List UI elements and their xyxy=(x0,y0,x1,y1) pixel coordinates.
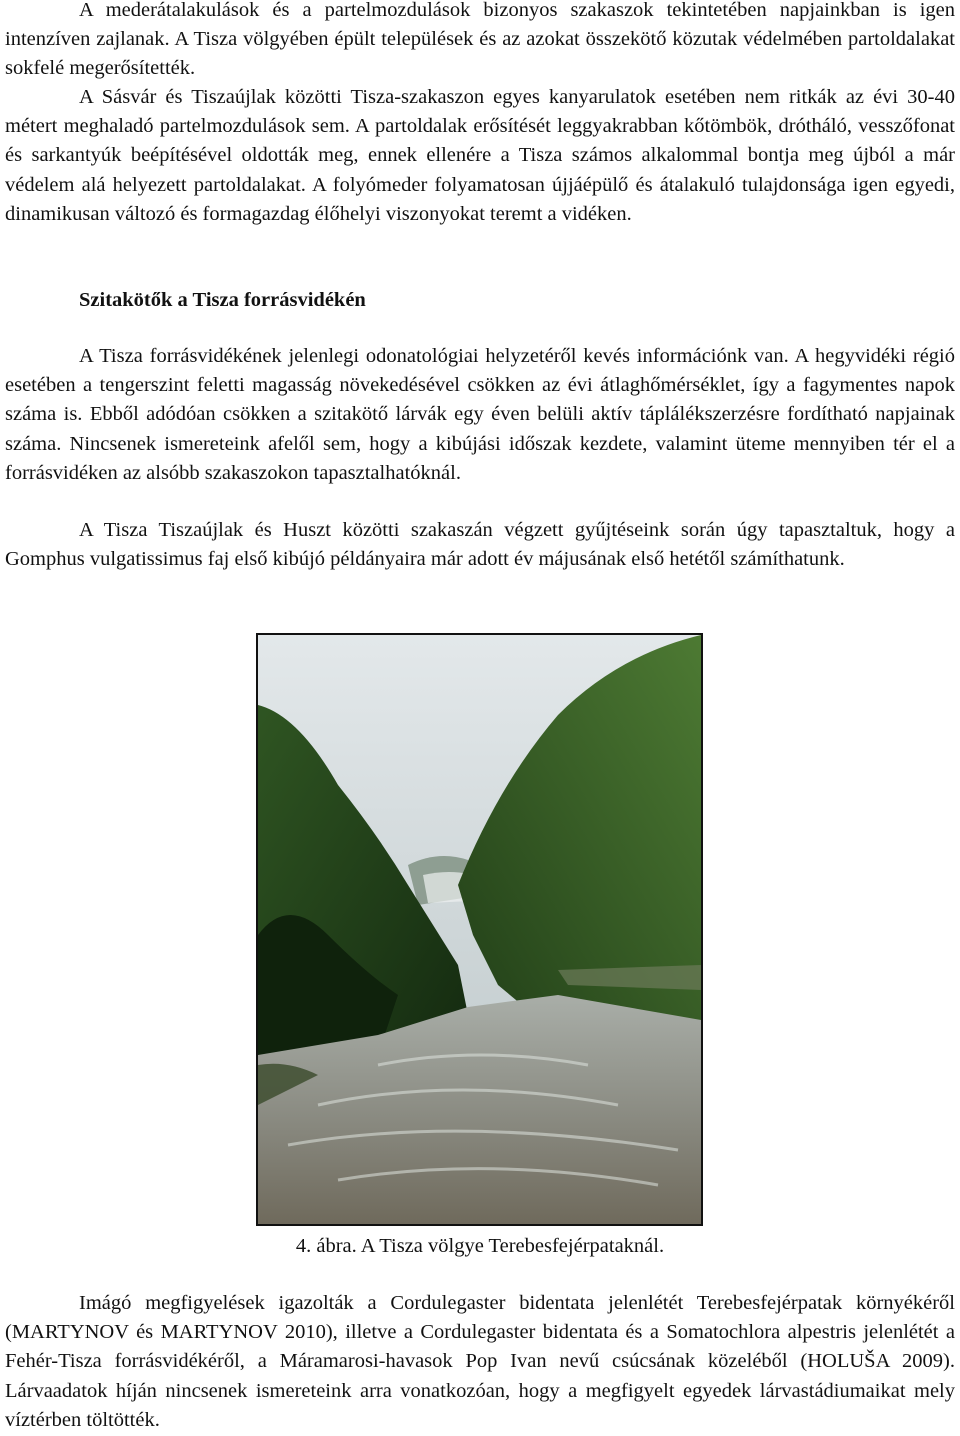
paragraph-riverbed-changes: A mederátalakulások és a partelmozdulások bizonyos szakaszok tekintetében napjainkban is igen intenzíven zajlanak. A Tisza völgyében épült települések és az azokat összekötő közutak védelmében partoldalakat sokfelé megerősítették. xyxy=(5,0,955,80)
figure-caption: 4. ábra. A Tisza völgye Terebesfejérpataknál. xyxy=(295,1235,665,1257)
tisza-valley-photo xyxy=(258,635,701,1224)
paragraph-source-region: A Tisza forrásvidékének jelenlegi odonatológiai helyzetéről kevés információnk van. A hegyvidéki régió esetében a tengerszint feletti magasság növekedésével csökken az évi átlaghőmérséklet, így a fagymentes napok száma is. Ebből adódóan csökken a szitakötő lárvák egy éven belüli aktív táplálékszerzésre fordítható napjainak száma. Nincsenek ismereteink afelől sem, hogy a kibújási időszak kezdete, valamint üteme mennyiben tér el a forrásvidéken az alsóbb szakaszokon tapasztalhatóknál. xyxy=(5,345,955,484)
figure-photo-tisza-valley xyxy=(256,633,703,1226)
paragraph-imago-observations: Imágó megfigyelések igazolták a Cordulegaster bidentata jelenlétét Terebesfejérpatak környékéről (MARTYNOV és MARTYNOV 2010), illetve a Cordulegaster bidentata és a Somatochlora alpestris jelenlétét a Fehér-Tisza forrásvidékéről, a Máramarosi-havasok Pop Ivan nevű csúcsának közeléből (HOLUŠA 2009). Lárvaadatok híján nincsenek ismereteink arra vonatkozóan, hogy a megfigyelt egyedek lárvastádiumaikat mely víztérben töltötték. xyxy=(5,1292,955,1431)
paragraph-gomphus: A Tisza Tiszaújlak és Huszt közötti szakaszán végzett gyűjtéseink során úgy tapasztaltuk, hogy a Gomphus vulgatissimus faj első kibújó példányaira már adott év májusának első hetétől számíthatunk. xyxy=(5,519,955,571)
paragraph-bank-shifts: A Sásvár és Tiszaújlak közötti Tisza-szakaszon egyes kanyarulatok esetében nem ritkák az évi 30-40 métert meghaladó partelmozdulások sem. A partoldalak erősítését leggyakrabban kőtömbök, drótháló, vesszőfonat és sarkantyúk beépítésével oldották meg, ennek ellenére a Tisza számos alkalommal bontja meg újból a már védelem alá helyezett partoldalakat. A folyómeder folyamatosan újjáépülő és átalakuló tulajdonsága igen egyedi, dinamikusan változó és formagazdag élőhelyi viszonyokat teremt a vidéken. xyxy=(5,86,955,225)
section-heading: Szitakötők a Tisza forrásvidékén xyxy=(79,289,366,311)
